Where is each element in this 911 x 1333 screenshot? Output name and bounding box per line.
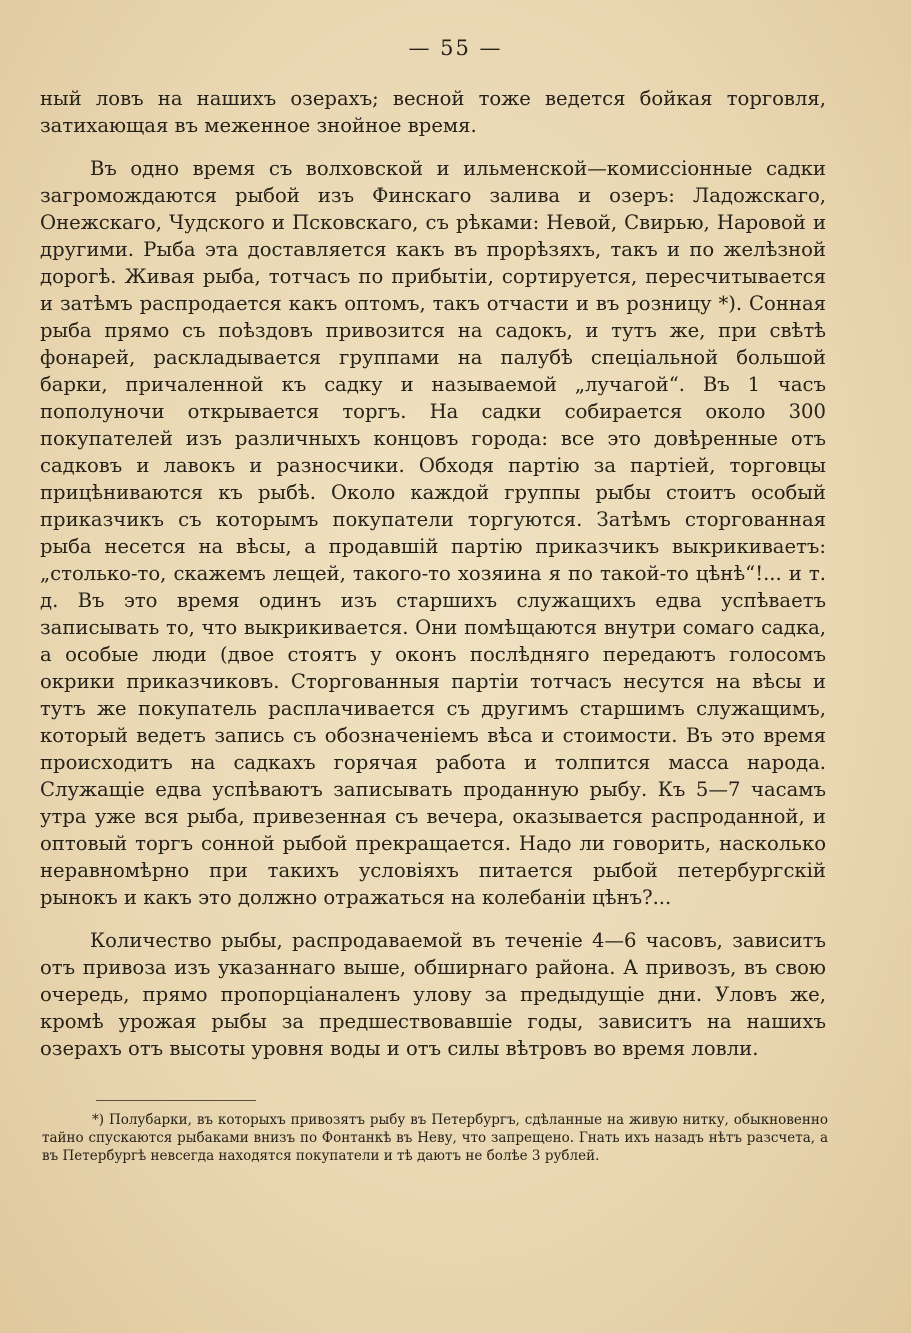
paragraph-fish-supply: Количество рыбы, распродаваемой въ теченіе 4—6 часовъ, зависитъ отъ привоза изъ указаннаго выше, обширнаго района. А привозъ, въ свою очередь, прямо пропорціаналенъ улову за предыдущіе дни. Уловъ же, кромѣ урожая рыбы за предшествовавшіе годы, зависитъ на нашихъ озерахъ отъ высоты уровня воды и отъ силы вѣтровъ во время ловли. (40, 929, 826, 1060)
paragraph-fish-trade: Въ одно время съ волховской и ильменской—комиссіонные садки загромождаются рыбой изъ Финскаго залива и озеръ: Ладожскаго, Онежскаго, Чудского и Псковскаго, съ рѣками: Невой, Свирью, Наровой и другими. Рыба эта доставляется какъ въ прорѣзяхъ, такъ и по желѣзной дорогѣ. Живая рыба, тотчасъ по прибытіи, сортируется, пересчитывается и затѣмъ распродается какъ оптомъ, такъ отчасти и въ розницу *). Сонная рыба прямо съ поѣздовъ привозится на садокъ, и тутъ же, при свѣтѣ фонарей, раскладывается группами на палубѣ спеціальной большой барки, причаленной къ садку и называемой „лучагой“. Въ 1 часъ пополуночи открывается торгъ. На садки собирается около 300 покупателей изъ различныхъ концовъ города: все это довѣренные отъ садковъ и лавокъ и разносчики. Обходя партію за партіей, торговцы прицѣниваются къ рыбѣ. Около каждой группы рыбы стоитъ особый приказчикъ съ которымъ покупатели торгуются. Затѣмъ сторгованная рыба несется на вѣсы, а продавшій партію приказчикъ выкрикиваетъ: „столько-то, скажемъ лещей, такого-то хозяина я по такой-то цѣнѣ“!... и т. д. Въ это время одинъ изъ старшихъ служащихъ едва успѣваетъ записывать то, что выкрикивается. Они помѣщаются внутри сомаго садка, а особые люди (двое стоятъ у оконъ послѣдняго передаютъ голосомъ окрики приказчиковъ. Сторгованныя партіи тотчасъ несутся на вѣсы и тутъ же покупатель расплачивается съ другимъ старшимъ служащимъ, который ведетъ запись съ обозначеніемъ вѣса и стоимости. Въ это время происходитъ на садкахъ горячая работа и толпится масса народа. Служащіе едва успѣваютъ записывать проданную рыбу. Къ 5—7 часамъ утра уже вся рыба, привезенная съ вечера, оказывается распроданной, и оптовый торгъ сонной рыбой прекращается. Надо ли говорить, насколько неравномѣрно при такихъ условіяхъ питается рыбой петербургскій рынокъ и какъ это должно отражаться на колебаніи цѣнъ?... (40, 157, 826, 909)
paragraph-continuation: ный ловъ на нашихъ озерахъ; весной тоже ведется бойкая торговля, затихающая въ меженное знойное время. (40, 87, 826, 137)
footnote: *) Полубарки, въ которыхъ привозятъ рыбу въ Петербургъ, сдѣланные на живую нитку, обыкновенно тайно спускаются рыбаками внизъ по Фонтанкѣ въ Неву, что запрещено. Гнать ихъ назадъ нѣтъ разсчета, а въ Петербургѣ невсегда находятся покупатели и тѣ даютъ не болѣе 3 рублей. (42, 1112, 828, 1164)
page-number: — 55 — (408, 36, 503, 60)
body-text (40, 85, 826, 1062)
footnote-divider (96, 1100, 256, 1101)
